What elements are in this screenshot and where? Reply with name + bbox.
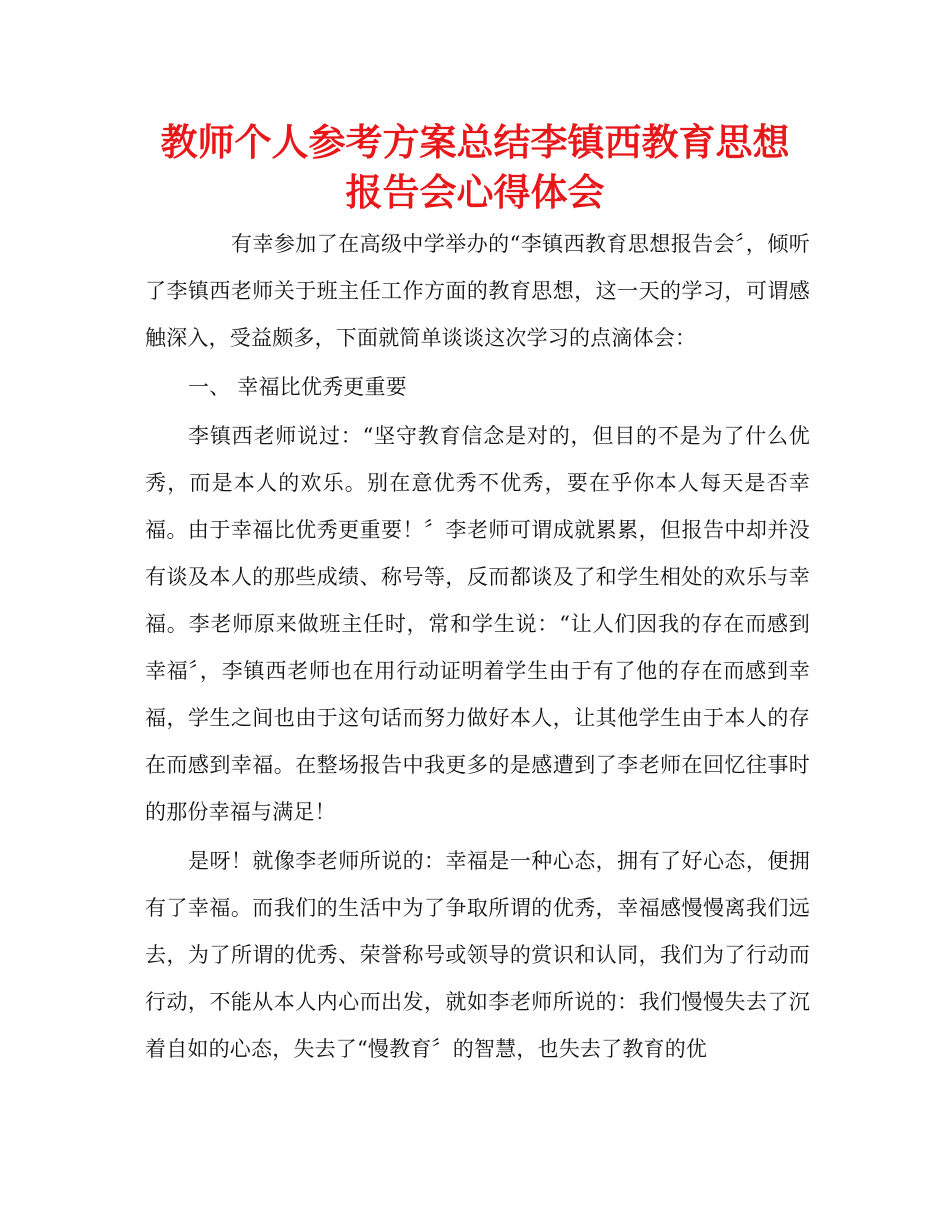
section-heading-1: 一、 幸福比优秀更重要 [188,375,407,399]
document-body [145,221,810,1073]
body-paragraph: 是呀！就像李老师所说的：幸福是一种心态，拥有了好心态，便拥有了幸福。而我们的生活中为了争取所谓的优秀，幸福感慢慢离我们远去，为了所谓的优秀、荣誉称号或领导的赏识和认同，我们为了行动而行动，不能从本人内心而出发，就如李老师所说的：我们慢慢失去了沉着自如的心态，失去了“慢教育〞的智慧，也失去了教育的优 [145,849,810,1061]
document-title: 教师个人参考方案总结李镇西教育思想报告会心得体会 [160,121,790,214]
body-paragraph: 李镇西老师说过：“坚守教育信念是对的，但目的不是为了什么优秀，而是本人的欢乐。别在意优秀不优秀，要在乎你本人每天是否幸福。由于幸福比优秀更重要！〞李老师可谓成就累累，但报告中却并没有谈及本人的那些成绩、称号等，反而都谈及了和学生相处的欢乐与幸福。李老师原来做班主任时，常和学生说：“让人们因我的存在而感到幸福〞，李镇西老师也在用行动证明着学生由于有了他的存在而感到幸福，学生之间也由于这句话而努力做好本人，让其他学生由于本人的存在而感到幸福。在整场报告中我更多的是感遭到了李老师在回忆往事时的那份幸福与满足！ [145,424,810,824]
intro-paragraph: 有幸参加了在高级中学举办的“李镇西教育思想报告会〞，倾听了李镇西老师关于班主任工作方面的教育思想，这一天的学习，可谓感触深入，受益颇多，下面就简单谈谈这次学习的点滴体会： [145,232,810,350]
